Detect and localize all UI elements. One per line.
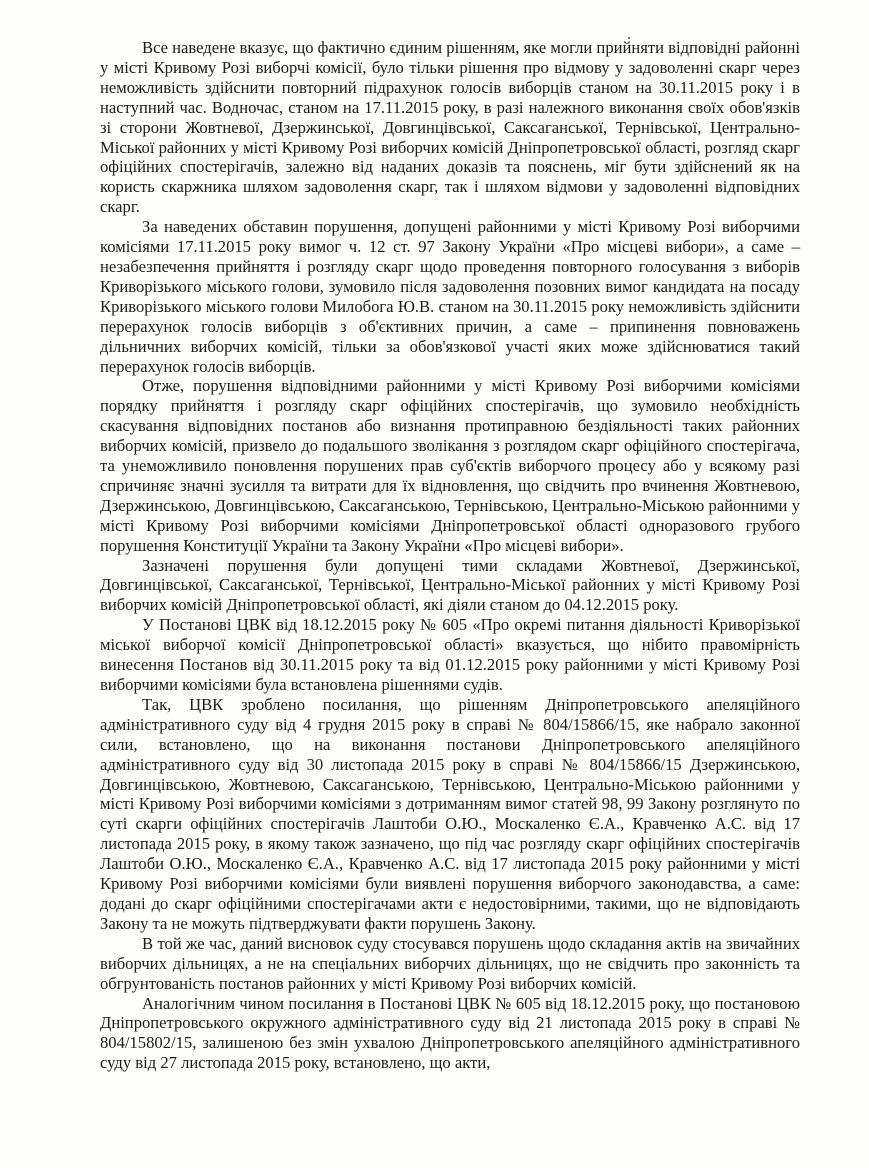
paragraph-court-conclusion-scope: В той же час, даний висновок суду стосувався порушень щодо складання актів на звичайних виборчих дільницях, а не на спеціальних виборчих дільницях, що не свідчить про законність та обгрунтованість постанов районних у місті Кривому Розі виборчих комісій. [100, 933, 800, 993]
paragraph-summary-decision: Все наведене вказує, що фактично єдиним рішенням, яке могли прийняти відповідні районні у місті Кривому Розі виборчі комісії, було тільки рішення про відмову у задоволенні скарг через неможливість здійснити повторний підрахунок голосів виборців станом на 30.11.2015 року і в наступний час. Водночас, станом на 17.11.2015 року, в разі належного виконання своїх обов'язків зі сторони Жовтневої, Дзержинської, Довгинцівської, Саксаганської, Тернівської, Центрально-Міської районних у місті Кривому Розі виборчих комісій Дніпропетровської області, розгляд скарг офіційних спостерігачів, залежно від наданих доказів та пояснень, міг бути здійснений як на користь скаржника шляхом задоволення скарг, так і шляхом відмови у задоволенні відповідних скарг. [100, 38, 800, 217]
paragraph-gross-violation: Отже, порушення відповідними районними у місті Кривому Розі виборчими комісіями порядку прийняття і розгляду скарг офіційних спостерігачів, що зумовило необхідність скасування відповідних постанов або визнання протиправною бездіяльності таких районних виборчих комісій, призвело до подальшого зволікання з розглядом скарг офіційного спостерігача, та унеможливило поновлення порушених прав суб'єктів виборчого процесу або у всякому разі спричиняє значні зусилля та витрати для їх відновлення, що свідчить про вчинення Жовтневою, Дзержинською, Довгинцівською, Саксаганською, Тернівською, Центрально-Міською районними у місті Кривому Розі виборчими комісіями Дніпропетровської області одноразового грубого порушення Конституції України та Закону України «Про місцеві вибори». [100, 376, 800, 555]
paragraph-analogous-reference: Аналогічним чином посилання в Постанові ЦВК № 605 від 18.12.2015 року, що постановою Дніпропетровського окружного адміністративного суду від 21 листопада 2015 року в справі № 804/15802/15, залишеною без змін ухвалою Дніпропетровського апеляційного адміністративного суду від 27 листопада 2015 року, встановлено, що акти, [100, 993, 800, 1073]
paragraph-violations-17-11: За наведених обставин порушення, допущені районними у місті Кривому Розі виборчими комісіями 17.11.2015 року вимог ч. 12 ст. 97 Закону України «Про місцеві вибори», а саме – незабезпечення прийняття і розгляду скарг щодо проведення повторного голосування з виборів Криворізького міського голови, зумовило після задоволення позовних вимог кандидата на посаду Криворізького міського голови Милобога Ю.В. станом на 30.11.2015 року неможливість здійснити перерахунок голосів виборців з об'єктивних причин, а саме – припинення повноважень дільничних виборчих комісій, тільки за обов'язкової участі яких може здійснюватися такий перерахунок голосів виборців. [100, 217, 800, 376]
paragraph-cec-resolution-605: У Постанові ЦВК від 18.12.2015 року № 605 «Про окремі питання діяльності Криворізької міської виборчої комісії Дніпропетровської області» вказується, що нібито правомірність винесення Постанов від 30.11.2015 року та від 01.12.2015 року районними у місті Кривому Розі виборчими комісіями була встановлена рішеннями судів. [100, 615, 800, 694]
paragraph-court-decision-reference: Так, ЦВК зроблено посилання, що рішенням Дніпропетровського апеляційного адміністративного суду від 4 грудня 2015 року в справі № 804/15866/15, яке набрало законної сили, встановлено, що на виконання постанови Дніпропетровського апеляційного адміністративного суду від 30 листопада 2015 року в справі № 804/15866/15 Дзержинською, Довгинцівською, Жовтневою, Саксаганською, Тернівською, Центрально-Міською районними у місті Кривому Розі виборчими комісіями з дотриманням вимог статей 98, 99 Закону розглянуто по суті скарги офіційних спостерігачів Лаштоби О.Ю., Москаленко Є.А., Кравченко А.С. від 17 листопада 2015 року, в якому також зазначено, що під час розгляду скарг офіційних спостерігачів Лаштоби О.Ю., Москаленко Є.А., Кравченко А.С. від 17 листопада 2015 року районними у місті Кривому Розі виборчими комісіями були виявлені порушення виборчого законодавства, а саме: додані до скарг офіційними спостерігачами акти є недостовірними, такими, що не відповідають Закону та не можуть підтверджувати факти порушень Закону. [100, 694, 800, 933]
paragraph-commission-compositions: Зазначені порушення були допущені тими складами Жовтневої, Дзержинської, Довгинцівської, Саксаганської, Тернівської, Центрально-Міської районних у місті Кривому Розі виборчих комісій Дніпропетровської області, які діяли станом до 04.12.2015 року. [100, 555, 800, 615]
document-body [100, 38, 800, 1073]
